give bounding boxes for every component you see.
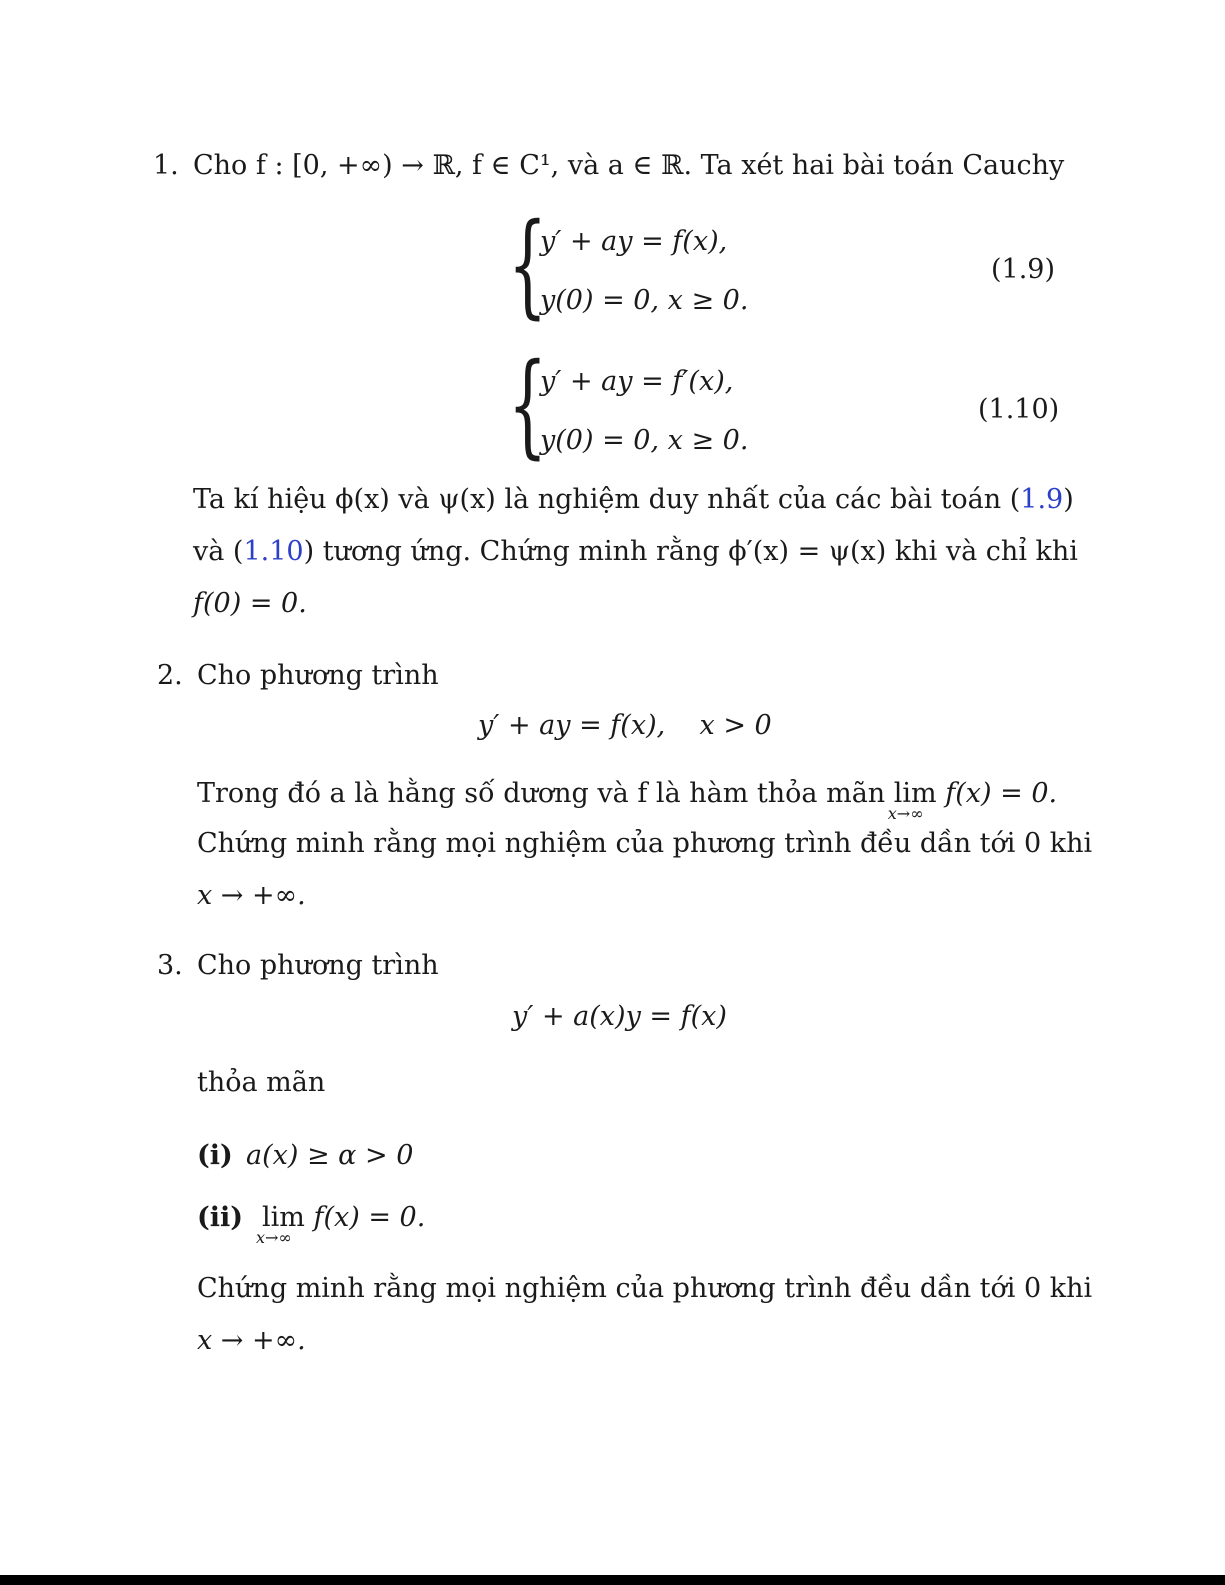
limit-operator: lim x→∞ bbox=[887, 778, 937, 823]
left-brace-system-2: { bbox=[508, 340, 548, 470]
limit-operator: lim x→∞ bbox=[256, 1202, 305, 1247]
problem-3-text-line-2: x → +∞. bbox=[197, 1325, 306, 1356]
problem-2-text-line-3: x → +∞. bbox=[197, 880, 306, 911]
problem-1-text-line-1: Ta kí hiệu ϕ(x) và ψ(x) là nghiệm duy nhất của các bài toán (1.9) bbox=[193, 484, 1074, 515]
problem-2-text-line-2: Chứng minh rằng mọi nghiệm của phương trình đều dần tới 0 khi bbox=[197, 828, 1093, 859]
problem-1-text-line-2: và (1.10) tương ứng. Chứng minh rằng ϕ′(x) = ψ(x) khi và chỉ khi bbox=[193, 536, 1078, 567]
problem-3-text-line-1: Chứng minh rằng mọi nghiệm của phương trình đều dần tới 0 khi bbox=[197, 1273, 1093, 1304]
problem-2-equation: y′ + ay = f(x), x > 0 bbox=[478, 710, 772, 741]
problem-1-text-line-3: f(0) = 0. bbox=[193, 588, 307, 619]
reference-link-1-10[interactable]: 1.10 bbox=[243, 536, 304, 567]
problem-3-condition-intro: thỏa mãn bbox=[197, 1067, 326, 1098]
condition-i-label: (i) bbox=[197, 1140, 233, 1171]
problem-3-intro: Cho phương trình bbox=[197, 950, 439, 981]
problem-3-equation: y′ + a(x)y = f(x) bbox=[512, 1001, 727, 1032]
problem-3-number: 3. bbox=[157, 950, 183, 981]
equation-tag-1-10: (1.10) bbox=[978, 394, 1060, 425]
reference-link-1-9[interactable]: 1.9 bbox=[1020, 484, 1064, 515]
left-brace-system-1: { bbox=[508, 200, 548, 330]
problem-2-number: 2. bbox=[157, 660, 183, 691]
equation-tag-1-9: (1.9) bbox=[991, 254, 1056, 285]
problem-2-intro: Cho phương trình bbox=[197, 660, 439, 691]
problem-2-text-line-1: Trong đó a là hằng số dương và f là hàm thỏa mãn lim x→∞ f(x) = 0. bbox=[197, 778, 1058, 823]
condition-i-text: a(x) ≥ α > 0 bbox=[246, 1140, 414, 1171]
bottom-border bbox=[0, 1575, 1225, 1585]
condition-ii-label: (ii) bbox=[197, 1202, 244, 1233]
system-1-line-1: y′ + ay = f(x), bbox=[540, 226, 728, 257]
problem-1-intro: Cho f : [0, +∞) → ℝ, f ∈ C¹, và a ∈ ℝ. Ta xét hai bài toán Cauchy bbox=[193, 150, 1065, 181]
problem-1-number: 1. bbox=[153, 150, 179, 181]
condition-ii-text: lim x→∞ f(x) = 0. bbox=[256, 1202, 426, 1247]
system-2-line-1: y′ + ay = f′(x), bbox=[540, 366, 734, 397]
system-2-line-2: y(0) = 0, x ≥ 0. bbox=[540, 425, 749, 456]
system-1-line-2: y(0) = 0, x ≥ 0. bbox=[540, 285, 749, 316]
